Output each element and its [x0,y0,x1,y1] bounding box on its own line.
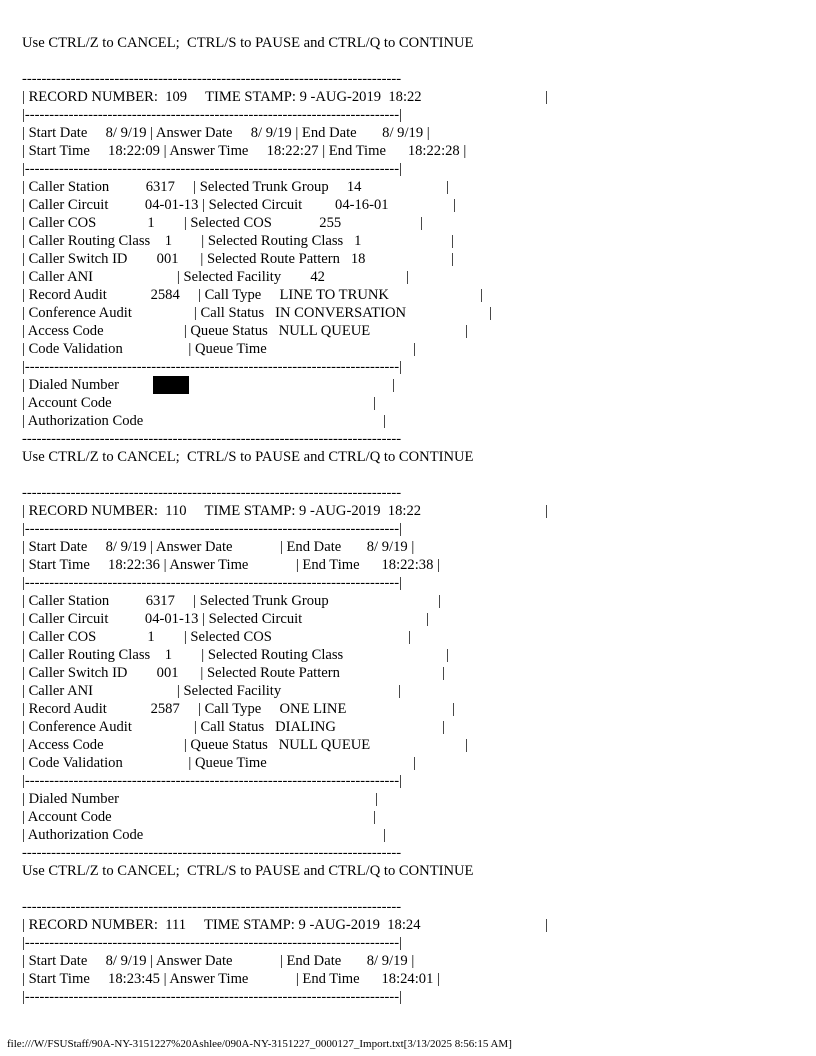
field-border: | [465,323,468,339]
inner-separator: |-----------------------------------------------------------------------------| [22,935,403,951]
field-line: | Caller Switch ID 001 | Selected Route Pattern [22,665,340,681]
time-line: | Start Time 18:23:45 | Answer Time | End Time 18:24:01 | [22,971,440,987]
field-border: | [489,305,492,321]
authorization-code-line: | Authorization Code [22,413,144,429]
date-line: | Start Date 8/ 9/19 | Answer Date 8/ 9/19 | End Date 8/ 9/19 | [22,125,430,141]
separator-line: ------------------------------------------------------------------------------ [22,899,402,915]
authorization-code-line: | Authorization Code [22,827,144,843]
field-border: | [426,611,429,627]
field-line: | Caller COS 1 | Selected COS [22,629,272,645]
field-border: | [375,791,378,807]
field-line: | Conference Audit | Call Status DIALING [22,719,336,735]
separator-line: ------------------------------------------------------------------------------ [22,71,402,87]
field-line: | Record Audit 2587 | Call Type ONE LINE [22,701,347,717]
inner-separator: |-----------------------------------------------------------------------------| [22,575,403,591]
field-border: | [398,683,401,699]
field-border: | [442,665,445,681]
record-title: | RECORD NUMBER: 109 TIME STAMP: 9 -AUG-2019 18:22 [22,89,422,105]
separator-line: ------------------------------------------------------------------------------ [22,431,402,447]
field-border: | [373,395,376,411]
field-border: | [373,809,376,825]
separator-line: ------------------------------------------------------------------------------ [22,845,402,861]
field-border: | [453,197,456,213]
field-border: | [383,827,386,843]
inner-separator: |-----------------------------------------------------------------------------| [22,773,403,789]
field-line: | Caller Circuit 04-01-13 | Selected Circuit [22,611,303,627]
field-line: | Access Code | Queue Status NULL QUEUE [22,737,371,753]
field-line: | Record Audit 2584 | Call Type LINE TO TRUNK [22,287,389,303]
field-line: | Caller Switch ID 001 | Selected Route Pattern 18 [22,251,366,267]
time-line: | Start Time 18:22:36 | Answer Time | End Time 18:22:38 | [22,557,440,573]
inner-separator: |-----------------------------------------------------------------------------| [22,107,403,123]
field-line: | Conference Audit | Call Status IN CONVERSATION [22,305,407,321]
inner-separator: |-----------------------------------------------------------------------------| [22,161,403,177]
instructions-line: Use CTRL/Z to CANCEL; CTRL/S to PAUSE and CTRL/Q to CONTINUE [22,449,474,465]
record-title: | RECORD NUMBER: 110 TIME STAMP: 9 -AUG-2019 18:22 [22,503,422,519]
field-border: | [442,719,445,735]
field-border: | [383,413,386,429]
separator-line: ------------------------------------------------------------------------------ [22,485,402,501]
field-border: | [446,179,449,195]
time-line: | Start Time 18:22:09 | Answer Time 18:22:27 | End Time 18:22:28 | [22,143,467,159]
field-line: | Caller COS 1 | Selected COS 255 [22,215,342,231]
field-line: | Caller Station 6317 | Selected Trunk Group [22,593,329,609]
field-border: | [451,233,454,249]
redaction-block [153,376,189,394]
field-line: | Code Validation | Queue Time [22,755,267,771]
field-border: | [451,251,454,267]
record-title-border: | [545,503,548,519]
field-border: | [408,629,411,645]
field-line: | Caller Circuit 04-01-13 | Selected Circuit 04-16-01 [22,197,389,213]
field-border: | [413,755,416,771]
file-path-footer: file:///W/FSUStaff/90A-NY-3151227%20Ashlee/090A-NY-3151227_0000127_Import.txt[3/13/2025 8:56:15 AM] [7,1038,512,1050]
field-border: | [392,377,395,393]
field-line: | Caller Routing Class 1 | Selected Routing Class [22,647,344,663]
inner-separator: |-----------------------------------------------------------------------------| [22,359,403,375]
record-title-border: | [545,89,548,105]
record-title: | RECORD NUMBER: 111 TIME STAMP: 9 -AUG-2019 18:24 [22,917,421,933]
inner-separator: |-----------------------------------------------------------------------------| [22,521,403,537]
account-code-line: | Account Code [22,395,112,411]
inner-separator: |-----------------------------------------------------------------------------| [22,989,403,1005]
field-line: | Code Validation | Queue Time [22,341,267,357]
field-line: | Caller ANI | Selected Facility [22,683,282,699]
field-border: | [438,593,441,609]
dialed-number-line: | Dialed Number [22,791,119,807]
instructions-line: Use CTRL/Z to CANCEL; CTRL/S to PAUSE and CTRL/Q to CONTINUE [22,35,474,51]
account-code-line: | Account Code [22,809,112,825]
record-title-border: | [545,917,548,933]
date-line: | Start Date 8/ 9/19 | Answer Date | End Date 8/ 9/19 | [22,539,415,555]
field-line: | Caller Station 6317 | Selected Trunk Group 14 [22,179,362,195]
field-line: | Caller ANI | Selected Facility 42 [22,269,325,285]
field-line: | Access Code | Queue Status NULL QUEUE [22,323,371,339]
field-line: | Caller Routing Class 1 | Selected Routing Class 1 [22,233,362,249]
field-border: | [420,215,423,231]
field-border: | [465,737,468,753]
date-line: | Start Date 8/ 9/19 | Answer Date | End Date 8/ 9/19 | [22,953,415,969]
field-border: | [406,269,409,285]
dialed-number-line: | Dialed Number [22,377,119,393]
field-border: | [452,701,455,717]
field-border: | [446,647,449,663]
field-border: | [413,341,416,357]
instructions-line: Use CTRL/Z to CANCEL; CTRL/S to PAUSE and CTRL/Q to CONTINUE [22,863,474,879]
field-border: | [480,287,483,303]
